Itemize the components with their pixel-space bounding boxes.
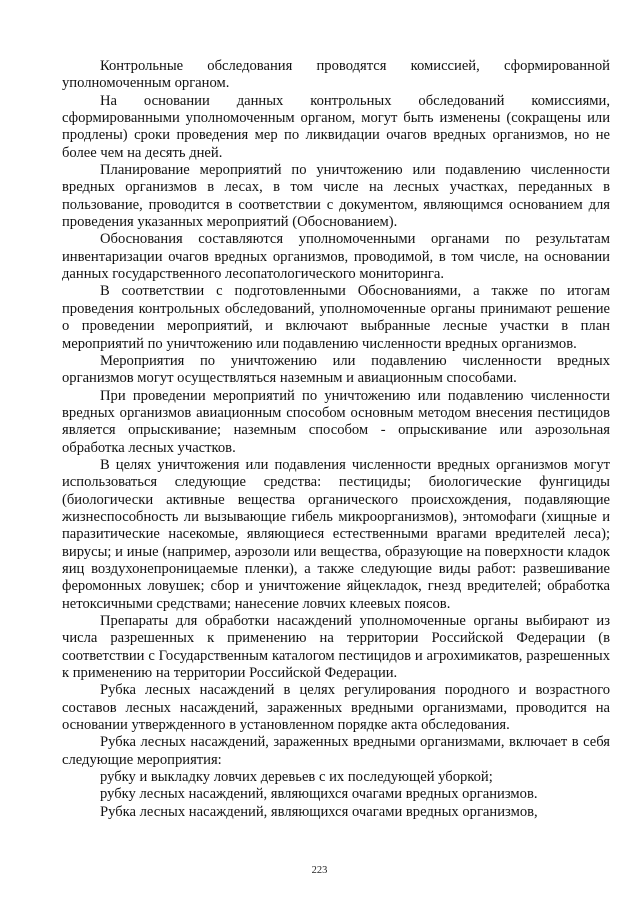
paragraph: В целях уничтожения или подавления численности вредных организмов могут использоваться следующие средства: пестициды; биологические фунгициды (биологически активные вещества органического происхождения, подавляющие жизнеспособность ли вызывающие гибель микроорганизмов), энтомофаги (хищные и паразитические насекомые, являющиеся естественными врагами вредителей леса); вирусы; и иные (например, аэрозоли или вещества, образующие на поверхности кладок яиц воздухонепроницаемые пленки), а также следующие виды работ: развешивание феромонных ловушек; сбор и уничтожение яйцекладок, гнезд вредителей; обработка нетоксичными средствами; нанесение ловчих клеевых поясов. xyxy=(62,456,610,612)
page-number: 223 xyxy=(311,865,328,876)
paragraph: При проведении мероприятий по уничтожению или подавлению численности вредных организмов авиационным способом основным методом внесения пестицидов является опрыскивание; наземным способом - опрыскивание или аэрозольная обработка лесных участков. xyxy=(62,387,610,456)
paragraph: Мероприятия по уничтожению или подавлению численности вредных организмов могут осуществляться наземным и авиационным способами. xyxy=(62,352,610,387)
paragraph: Препараты для обработки насаждений уполномоченные органы выбирают из числа разрешенных к применению на территории Российской Федерации (в соответствии с Государственным каталогом пестицидов и агрохимикатов, разрешенных к применению на территории Российской Федерации. xyxy=(62,613,610,682)
paragraph: На основании данных контрольных обследований комиссиями, сформированными уполномоченным органом, могут быть изменены (сокращены или продлены) сроки проведения мер по ликвидации очагов вредных организмов, но не более чем на десять дней. xyxy=(62,92,610,161)
paragraph: Обоснования составляются уполномоченными органами по результатам инвентаризации очагов вредных организмов, проводимой, в том числе, на основании данных государственного лесопатологического мониторинга. xyxy=(62,231,610,283)
paragraph: Рубка лесных насаждений в целях регулирования породного и возрастного составов лесных насаждений, зараженных вредными организмами, проводится на основании утвержденного в установленном порядке акта обследования. xyxy=(62,682,610,734)
paragraph: Рубка лесных насаждений, являющихся очагами вредных организмов, xyxy=(100,803,538,820)
paragraph: Контрольные обследования проводятся комиссией, сформированной уполномоченным органом. xyxy=(62,58,610,92)
paragraph: В соответствии с подготовленными Обоснованиями, а также по итогам проведения контрольных обследований, уполномоченные органы принимают решение о проведении мероприятий, и включают выбранные лесные участки в план мероприятий по уничтожению или подавлению численности вредных организмов. xyxy=(62,283,610,352)
list-item: рубку лесных насаждений, являющихся очагами вредных организмов. xyxy=(100,786,538,803)
paragraph: Рубка лесных насаждений, зараженных вредными организмами, включает в себя следующие мероприятия: xyxy=(62,734,610,768)
list-item: рубку и выкладку ловчих деревьев с их последующей уборкой; xyxy=(100,769,493,786)
body-text xyxy=(62,58,610,821)
paragraph: Планирование мероприятий по уничтожению или подавлению численности вредных организмов в лесах, в том числе на лесных участках, переданных в пользование, проводится в соответствии с документом, являющимся основанием для проведения указанных мероприятий (Обоснованием). xyxy=(62,162,610,231)
